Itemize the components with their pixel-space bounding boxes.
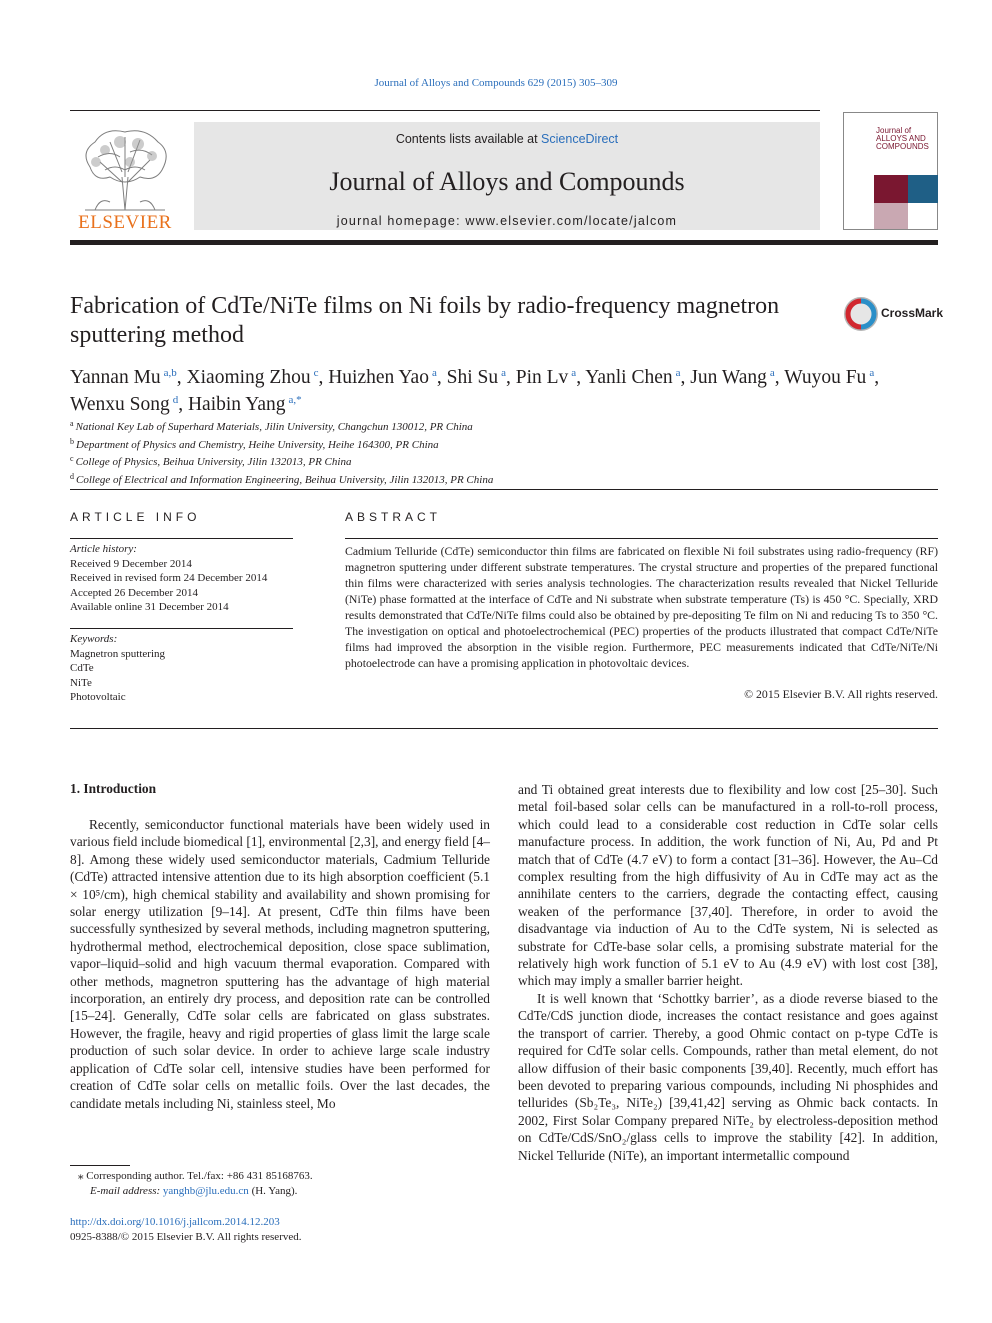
body-column-left — [70, 816, 490, 1112]
email-suffix: (H. Yang). — [248, 1185, 298, 1197]
body-paragraph: Recently, semiconductor functional materials have been widely used in various field include biomedical [1], environmental [2,3], and energy field [4–8]. Among these widely used semiconductor materials, Cadmium Telluride (CdTe) attracted intensive attention due to its high absorption coefficient (5.1 × 10⁵/cm), high chemical stability and availability and shown promising for solar energy utilization [9–14]. At present, CdTe thin films have been successfully synthesized by several methods, including magnetron sputtering, hydrothermal method, electrochemical deposition, close space sublimation, vapor–liquid–solid and high vacuum thermal evaporation. Compared with other methods, magnetron sputtering has the advantage of high material incorporation, an entirely dry process, and deposition rate can be controlled [15–24]. Generally, CdTe solar cells are fabricated on glass substrates. However, the fragile, heavy and rigid properties of glass limit the large scale production of such solar device. In order to achieve large scale industry application of CdTe solar cell, intensive studies have been performed for creation of CdTe solar cells on metallic foils. Over the last decades, the candidate metals including Ni, stainless steel, Mo — [70, 817, 490, 1111]
corresponding-author-note — [70, 1169, 490, 1199]
contents-prefix: Contents lists available at — [395, 132, 542, 146]
author-affiliation-marker[interactable]: a — [769, 367, 775, 379]
crossmark-icon — [843, 296, 879, 332]
journal-name: Journal of Alloys and Compounds — [329, 167, 685, 196]
crossmark-label: CrossMark — [881, 306, 944, 320]
author-affiliation-marker[interactable]: d — [172, 394, 179, 406]
masthead-top-rule — [70, 110, 820, 111]
article-title: Fabrication of CdTe/NiTe films on Ni foils by radio-frequency magnetron sputtering method — [70, 293, 780, 348]
info-divider — [70, 628, 293, 629]
history-date: Available online 31 December 2014 — [70, 601, 229, 613]
journal-citation[interactable]: Journal of Alloys and Compounds 629 (2015) 305–309 — [374, 77, 618, 89]
author-separator: , — [680, 367, 691, 388]
abstract-divider — [345, 538, 938, 539]
keywords — [70, 632, 310, 705]
author-separator: , — [436, 367, 447, 388]
body-column-right — [518, 781, 938, 1164]
sciencedirect-link[interactable]: ScienceDirect — [541, 132, 619, 146]
affiliation-key: d — [70, 471, 74, 481]
doi-block — [70, 1215, 490, 1245]
affiliation — [70, 470, 938, 488]
affiliation-key: a — [70, 419, 74, 428]
affiliation-list — [70, 417, 938, 487]
journal-masthead — [70, 110, 938, 246]
info-divider — [70, 538, 293, 539]
author-separator: , — [874, 367, 880, 388]
affiliation-text: Department of Physics and Chemistry, Heihe University, Heihe 164300, PR China — [76, 438, 439, 451]
journal-homepage[interactable]: journal homepage: www.elsevier.com/locate/jalcom — [336, 214, 678, 228]
author-name[interactable]: Jun Wang — [690, 367, 767, 388]
history-date: Accepted 26 December 2014 — [70, 586, 198, 599]
article-history-label: Article history: — [70, 543, 137, 555]
corresponding-author: ⁎ Corresponding author. Tel./fax: +86 431 85168763. — [78, 1170, 313, 1182]
affiliation — [70, 452, 938, 470]
history-date: Received 9 December 2014 — [70, 557, 192, 570]
publisher-wordmark: ELSEVIER — [78, 212, 172, 233]
abstract-heading: ABSTRACT — [345, 510, 442, 524]
footnote-rule — [70, 1165, 130, 1166]
cover-title: Journal of ALLOYS AND COMPOUNDS — [876, 126, 929, 151]
keyword: CdTe — [70, 662, 94, 674]
affiliation — [70, 435, 938, 453]
section-divider — [70, 489, 938, 490]
affiliation-text: College of Physics, Beihua University, Jilin 132013, PR China — [75, 456, 352, 468]
author-affiliation-marker[interactable]: a,* — [288, 394, 302, 406]
author-name[interactable]: Xiaoming Zhou — [186, 367, 311, 388]
author-separator: , — [176, 367, 187, 388]
cover-color-block — [874, 175, 908, 203]
cover-color-block — [908, 175, 938, 203]
author-separator: , — [774, 367, 785, 388]
affiliation — [70, 417, 938, 435]
author-name[interactable]: Huizhen Yao — [328, 367, 429, 388]
author-name[interactable]: Wenxu Song — [70, 394, 170, 415]
keyword: Magnetron sputtering — [70, 647, 166, 660]
author-name[interactable]: Haibin Yang — [187, 394, 286, 415]
issn-copyright: 0925-8388/© 2015 Elsevier B.V. All rights reserved. — [70, 1231, 302, 1243]
affiliation-key: c — [70, 454, 74, 463]
body-paragraph: It is well known that ‘Schottky barrier’, as a diode reverse biased to the CdTe/CdS junction diode, increases the contact resistance and goes against the transport of carrier. Thereby, a good Ohmic contact on p-type CdTe is required for CdTe solar cells. Compounds, rather than metal element, do not allow diffusion of their basic components [39,40]. Recently, much effort has been devoted to preparing various compounds, including Ni phosphides and tellurides (Sb₂Te₃, NiTe₂) [39,41,42] serving as Ohmic back contacts. In 2002, First Solar Company prepared NiTe₂ by electroless-deposition method on CdTe/CdS/SnO₂/glass cells to improve the stability [42]. In addition, Nickel Telluride (NiTe), an important intermetallic compound — [518, 990, 938, 1163]
crossmark-badge[interactable] — [843, 296, 943, 332]
author-name[interactable]: Pin Lv — [515, 367, 569, 388]
author-separator: , — [318, 367, 329, 388]
abstract-text: Cadmium Telluride (CdTe) semiconductor thin films are fabricated on flexible Ni foil substrates using radio-frequency (RF) magnetron sputtering under different substrate temperatures. The crystal structure and properties of the prepared functional thin films were characterized with series analysis technologies. The characterization results revealed that Nickel Telluride (NiTe) phase formatted at the interface of CdTe and Ni substrate when substrate temperature (Ts) is 450 °C. Specially, XRD results demonstrated that CdTe/NiTe films could also be obtained by pre-depositing Te film on Ni and reducing Ts to 350 °C. The investigation on optical and photoelectrochemical (PEC) properties of the products illustrated that compact CdTe/NiTe films had improved the absorption in the visible region. Furthermore, PEC measurements indicated that CdTe/NiTe/Ni photoelectrode can have a promising application in photovoltaic devices. — [345, 544, 938, 670]
section-divider — [70, 728, 938, 729]
keywords-label: Keywords: — [70, 633, 118, 645]
author-affiliation-marker[interactable]: a — [869, 367, 875, 379]
author-affiliation-marker[interactable]: a — [571, 367, 577, 379]
author-separator: , — [178, 394, 188, 415]
author-name[interactable]: Yannan Mu — [70, 367, 161, 388]
author-list — [70, 362, 938, 416]
body-paragraph: and Ti obtained great interests due to flexibility and low cost [25–30]. Such metal foil-based solar cells can be manufactured in a roll-to-roll process, which could lead to a considerable cost reduction in CdTe solar cells manufacture process. In addition, the work function of Ni, Au, Pd and Pt match that of CdTe (4.7 eV) to form a contact [31–36]. However, the Au–Cd complex resulting from the high diffusivity of Au in CdTe may act as the annihilate centers to the carriers, degrade the contacting effect, causing weaken of the performance [37,40]. Therefore, in order to avoid the disadvantage via induction of Au to the CdTe system, Ni is selected as substrate for CdTe-base solar cells, a promising substrate material for the relatively high work function of 5.1 eV to Au (4.9 eV) with lost cost [38], which may imply a smaller barrier height. — [518, 782, 938, 989]
masthead-bottom-rule — [70, 240, 938, 245]
email-link[interactable]: yanghb@jlu.edu.cn — [162, 1185, 249, 1197]
author-affiliation-marker[interactable]: a — [431, 367, 437, 379]
journal-header-box — [194, 122, 820, 230]
author-affiliation-marker[interactable]: a,b — [163, 367, 177, 379]
history-date: Received in revised form 24 December 2014 — [70, 572, 268, 584]
keyword: Photovoltaic — [70, 691, 126, 703]
contents-availability — [194, 132, 820, 146]
article-info-heading: ARTICLE INFO — [70, 510, 201, 524]
author-name[interactable]: Shi Su — [446, 367, 499, 388]
email-label: E-mail address: — [90, 1185, 163, 1197]
author-affiliation-marker[interactable]: c — [313, 367, 319, 379]
author-affiliation-marker[interactable]: a — [501, 367, 506, 379]
author-affiliation-marker[interactable]: a — [675, 367, 681, 379]
affiliation-text: College of Electrical and Information Engineering, Beihua University, Jilin 132013, PR China — [76, 473, 494, 486]
section-heading-introduction: 1. Introduction — [70, 781, 157, 796]
cover-color-block — [874, 203, 908, 229]
author-separator: , — [576, 367, 586, 388]
affiliation-text: National Key Lab of Superhard Materials, Jilin University, Changchun 130012, PR China — [75, 421, 473, 433]
author-name[interactable]: Yanli Chen — [585, 367, 673, 388]
author-separator: , — [505, 367, 516, 388]
affiliation-key: b — [70, 436, 74, 446]
journal-cover-thumbnail[interactable] — [843, 112, 938, 230]
abstract-copyright: © 2015 Elsevier B.V. All rights reserved. — [744, 687, 938, 701]
article-history — [70, 542, 310, 615]
author-name[interactable]: Wuyou Fu — [784, 367, 867, 388]
doi-link[interactable]: http://dx.doi.org/10.1016/j.jallcom.2014.12.203 — [70, 1216, 280, 1228]
keyword: NiTe — [70, 676, 92, 689]
